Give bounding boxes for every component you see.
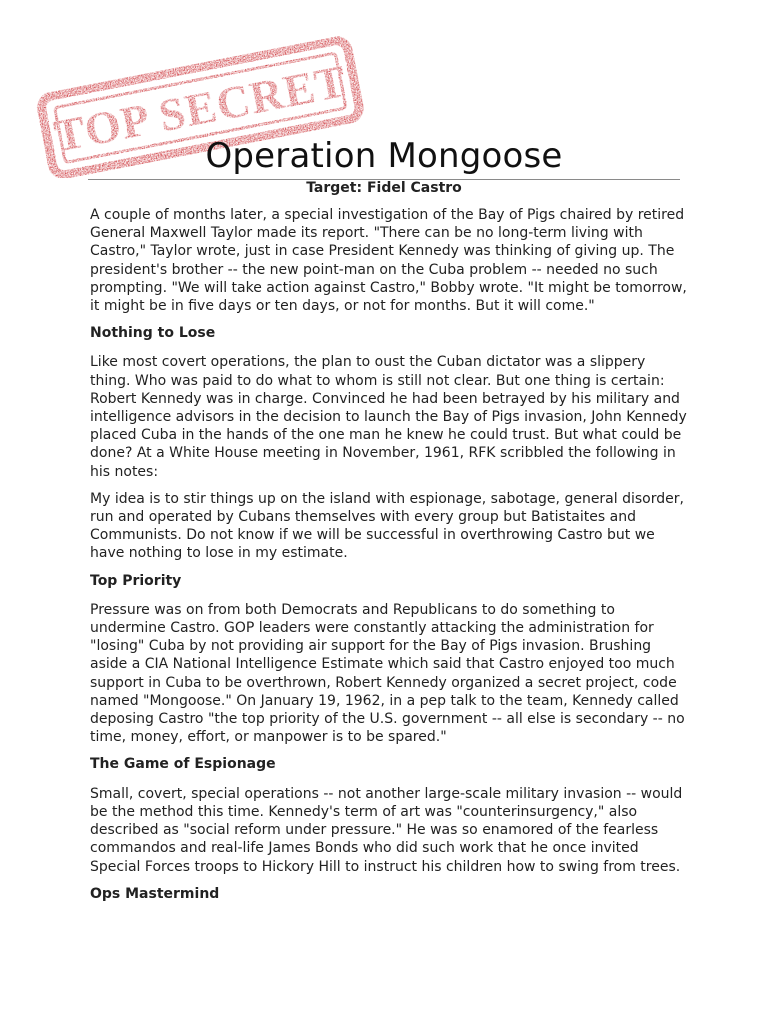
paragraph: My idea is to stir things up on the island with espionage, sabotage, general disorder, run and operated by Cubans themselves with every group but Batistaites and Communists. Do not know if we will be successful in overthrowing Castro but we have nothing to lose in my estimate. — [90, 490, 684, 562]
section-heading: Nothing to Lose — [90, 325, 216, 342]
intro-section — [90, 206, 690, 315]
stamp-text: TOP SECRET — [49, 54, 351, 162]
paragraph: Small, covert, special operations -- not another large-scale military invasion -- would be the method this time. Kennedy's term of art was "counterinsurgency," also described as "social reform under pressure." He was so enamored of the fearless commandos and real-life James Bonds who did such work that he once invited Special Forces troops to Hickory Hill to instruct his children how to swing from trees. — [90, 785, 683, 875]
page-title: Operation Mongoose — [205, 136, 563, 176]
paragraph: Pressure was on from both Democrats and Republicans to do something to undermine Castro. GOP leaders were constantly attacking the administration for "losing" Cuba by not providing air support for the Bay of Pigs invasion. Brushing aside a CIA National Intelligence Estimate which said that Castro enjoyed too much support in Cuba to be overthrown, Robert Kennedy organized a secret project, code named "Mongoose." On January 19, 1962, in a pep talk to the team, Kennedy called deposing Castro "the top priority of the U.S. government -- all else is secondary -- no time, money, effort, or manpower is to be spared." — [90, 601, 685, 746]
paragraph: Like most covert operations, the plan to oust the Cuban dictator was a slippery thing. Who was paid to do what to whom is still not clear. But one thing is certain: Robert Kennedy was in charge. Convinced he had been betrayed by his military and intelligence advisors in the decision to launch the Bay of Pigs invasion, John Kennedy placed Cuba in the hands of the one man he knew he could trust. But what could be done? At a White House meeting in November, 1961, RFK scribbled the following in his notes: — [90, 354, 687, 480]
section-heading: The Game of Espionage — [90, 756, 276, 773]
section-game-of-espionage — [90, 755, 690, 875]
paragraph: A couple of months later, a special investigation of the Bay of Pigs chaired by retired General Maxwell Taylor made its report. "There can be no long-term living with Castro," Taylor wrote, just in case President Kennedy was thinking of giving up. The president's brother -- the new point-man on the Cuba problem -- needed no such prompting. "We will take action against Castro," Bobby wrote. "It might be tomorrow, it might be in five days or ten days, or not for months. But it will come." — [90, 207, 687, 315]
page-subtitle: Target: Fidel Castro — [306, 180, 462, 196]
section-top-priority — [90, 572, 690, 747]
section-nothing-to-lose — [90, 324, 690, 562]
article-body — [90, 206, 690, 914]
section-ops-mastermind — [90, 885, 690, 903]
section-heading: Top Priority — [90, 572, 182, 589]
section-heading: Ops Mastermind — [90, 885, 220, 902]
